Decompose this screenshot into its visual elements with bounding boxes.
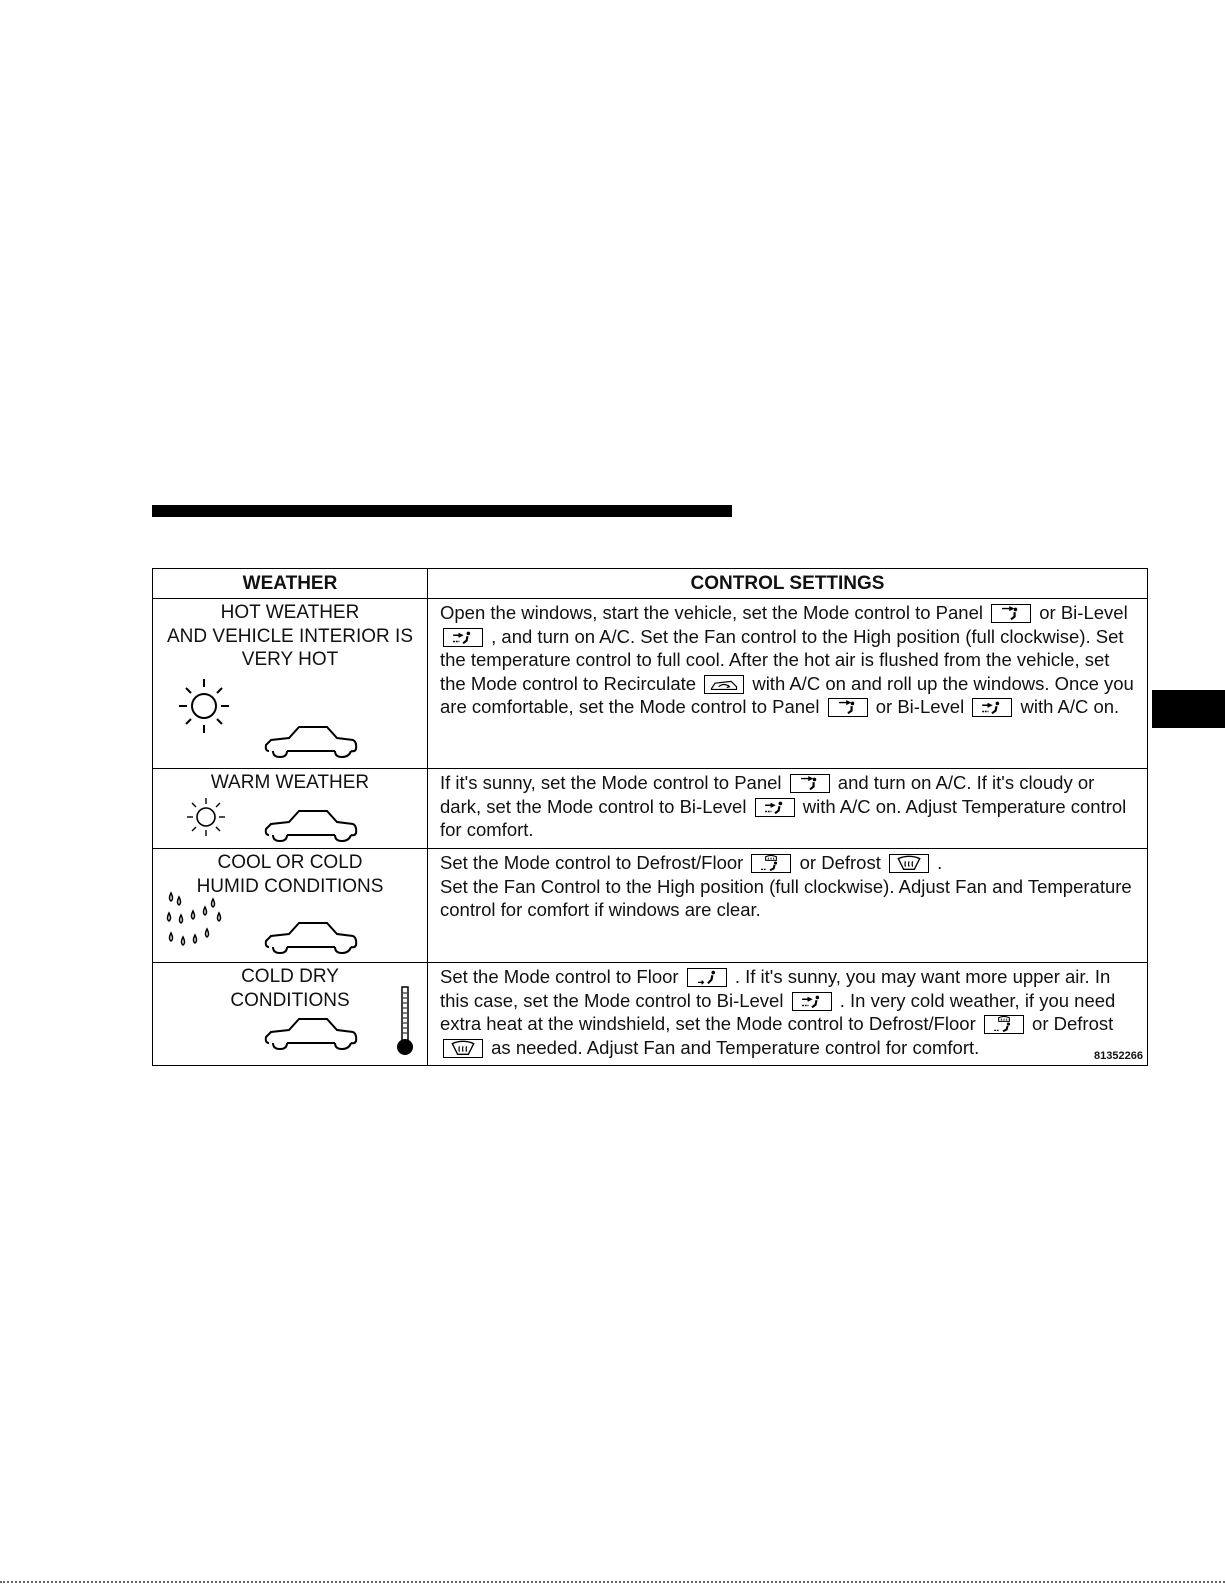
weather-title: WARM WEATHER bbox=[210, 772, 370, 793]
weather-cell-hot bbox=[153, 599, 428, 769]
page-edge-dots bbox=[0, 1581, 1225, 1583]
bi-level-mode-icon bbox=[792, 992, 832, 1011]
car-icon bbox=[263, 1013, 359, 1053]
table-row bbox=[153, 769, 1148, 849]
bi-level-mode-icon bbox=[972, 698, 1012, 717]
bi-level-mode-icon bbox=[755, 798, 795, 817]
bi-level-mode-icon bbox=[443, 628, 483, 647]
panel-mode-icon bbox=[828, 698, 868, 717]
table-header-row bbox=[153, 569, 1148, 599]
recirculate-icon bbox=[704, 675, 744, 694]
weather-title: COOL OR COLD HUMID CONDITIONS bbox=[196, 852, 384, 897]
control-cell-cold-dry: Set the Mode control to Floor . If it's sunny, you may want more upper air. In this case, set the Mode control to Bi-Level . In very cold weather, if you need extra heat at the windshield, set the Mode control to Defrost/Floor or Defrost as needed. Adjust Fan and Temperature control for comfort. 81352266 bbox=[428, 963, 1148, 1066]
weather-title: HOT WEATHER AND VEHICLE INTERIOR IS VERY HOT bbox=[167, 602, 413, 670]
control-cell-warm: If it's sunny, set the Mode control to Panel and turn on A/C. If it's cloudy or dark, set the Mode control to Bi-Level with A/C on. Adjust Temperature control for comfort. bbox=[428, 769, 1148, 849]
defrost-icon bbox=[443, 1039, 483, 1058]
car-icon bbox=[263, 917, 359, 957]
defrost-icon bbox=[889, 854, 929, 873]
floor-mode-icon bbox=[687, 968, 727, 987]
table-row bbox=[153, 963, 1148, 1066]
control-settings-header: CONTROL SETTINGS bbox=[428, 569, 1148, 599]
control-cell-humid: Set the Mode control to Defrost/Floor or Defrost . Set the Fan Control to the High position (full clockwise). Adjust Fan and Temperature control for comfort if windows are clear. bbox=[428, 849, 1148, 963]
section-rule bbox=[152, 505, 732, 517]
figure-number: 81352266 bbox=[1094, 1050, 1143, 1062]
car-icon bbox=[263, 805, 359, 845]
sun-icon bbox=[177, 677, 231, 735]
weather-title: COLD DRY CONDITIONS bbox=[230, 966, 350, 1011]
chapter-tab bbox=[1152, 690, 1225, 728]
raindrops-icon bbox=[165, 891, 227, 957]
weather-cell-humid bbox=[153, 849, 428, 963]
car-icon bbox=[263, 721, 359, 761]
defrost-floor-icon bbox=[984, 1015, 1024, 1034]
weather-cell-cold-dry bbox=[153, 963, 428, 1066]
panel-mode-icon bbox=[991, 604, 1031, 623]
control-cell-hot: Open the windows, start the vehicle, set the Mode control to Panel or Bi-Level , and turn on A/C. Set the Fan control to the High position (full clockwise). Set the temperature control to full cool. After the hot air is flushed from the vehicle, set the Mode control to Recirculate with A/C on and roll up the windows. Once you are comfortable, set the Mode control to Panel or Bi-Level with A/C on. bbox=[428, 599, 1148, 769]
panel-mode-icon bbox=[790, 774, 830, 793]
table-row bbox=[153, 599, 1148, 769]
table-row bbox=[153, 849, 1148, 963]
weather-control-table bbox=[152, 568, 1148, 1066]
defrost-floor-icon bbox=[751, 854, 791, 873]
weather-header: WEATHER bbox=[153, 569, 428, 599]
sun-icon bbox=[185, 796, 227, 838]
thermometer-icon bbox=[394, 985, 416, 1057]
weather-cell-warm bbox=[153, 769, 428, 849]
